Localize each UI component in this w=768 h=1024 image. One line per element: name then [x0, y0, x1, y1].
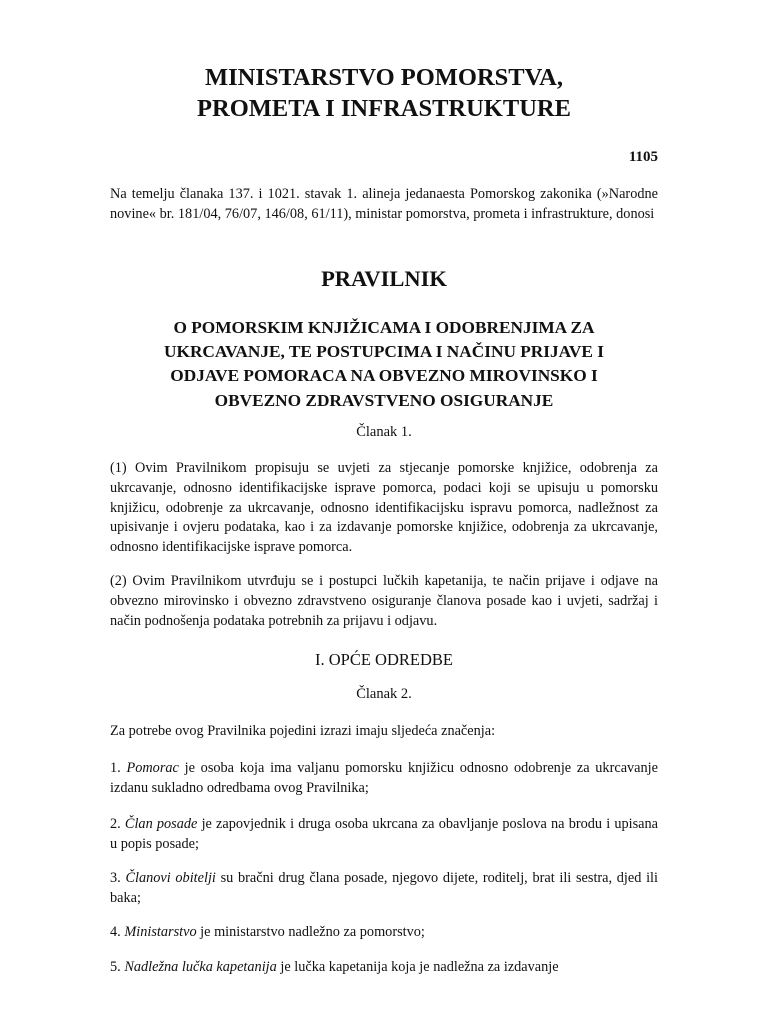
definition-number: 2. — [110, 816, 121, 832]
definition-number: 5. — [110, 959, 121, 975]
pravilnik-title: PRAVILNIK — [321, 266, 447, 291]
definition-term: Pomorac — [126, 760, 179, 776]
definitions-intro: Za potrebe ovog Pravilnika pojedini izrazi imaju sljedeća značenja: — [110, 723, 496, 739]
article-1-paragraph-1: (1) Ovim Pravilnikom propisuju se uvjeti za stjecanje pomorske knjižice, odobrenja za ukrcavanje, odnosno identifikacijske isprave pomorca, podaci koji se upisuju u pomorsku knjižicu, odobrenje za ukrcavanje, odnosno identifikacijsku ispravu pomorca, nadležnost za upisivanje i ovjeru podataka, kao i za izdavanje pomorske knjižice, odobrenja za ukrcavanje, odnosno identifikacijske isprave pomorca. — [110, 460, 658, 556]
definition-text: je zapovjednik i druga osoba ukrcana za obavljanje poslova na brodu i upisana u popis posade; — [110, 816, 659, 852]
subtitle-line-1: O POMORSKIM KNJIŽICAMA I ODOBRENJIMA ZA — [173, 318, 595, 337]
definition-item — [110, 958, 658, 978]
definition-item — [110, 869, 658, 909]
definition-number: 1. — [110, 760, 121, 776]
definition-text: su bračni drug člana posade, njegovo dijete, roditelj, brat ili sestra, djed ili baka; — [110, 870, 659, 906]
definition-text: je lučka kapetanija koja je nadležna za izdavanje — [280, 959, 559, 975]
intro-paragraph: Na temelju članaka 137. i 1021. stavak 1. alineja jedanaesta Pomorskog zakonika (»Narodne novine« br. 181/04, 76/07, 146/08, 61/11), ministar pomorstva, prometa i infrastrukture, donosi — [110, 186, 658, 222]
definition-number: 3. — [110, 870, 121, 886]
definition-item — [110, 759, 658, 799]
definition-text: je ministarstvo nadležno za pomorstvo; — [200, 924, 425, 940]
definition-term: Član posade — [124, 816, 198, 832]
definition-term: Članovi obitelji — [125, 870, 216, 886]
subtitle-line-2: UKRCAVANJE, TE POSTUPCIMA I NAČINU PRIJAVE I — [164, 342, 604, 362]
article-1-heading: Članak 1. — [356, 424, 412, 440]
definition-text: je osoba koja ima valjanu pomorsku knjižicu odnosno odobrenje za ukrcavanje izdanu sukladno odredbama ovog Pravilnika; — [110, 760, 658, 796]
section-heading: I. OPĆE ODREDBE — [315, 650, 453, 669]
pravilnik-subtitle — [110, 316, 658, 413]
subtitle-line-3: ODJAVE POMORACA NA OBVEZNO MIROVINSKO I — [170, 366, 598, 386]
ministry-title-line-1: MINISTARSTVO POMORSTVA, — [205, 64, 563, 91]
ministry-title-line-2: PROMETA I INFRASTRUKTURE — [197, 95, 571, 122]
ministry-title — [110, 62, 658, 124]
subtitle-line-4: OBVEZNO ZDRAVSTVENO OSIGURANJE — [214, 390, 554, 410]
definition-item — [110, 923, 658, 943]
article-1-paragraph-2: (2) Ovim Pravilnikom utvrđuju se i postupci lučkih kapetanija, te način prijave i odjave na obvezno mirovinsko i obvezno zdravstveno osiguranje članova posade kao i uvjeti, sadržaj i način podnošenja podataka potrebnih za prijavu i odjavu. — [110, 573, 658, 629]
definition-term: Nadležna lučka kapetanija — [124, 959, 277, 975]
document-number: 1105 — [628, 149, 658, 165]
definition-number: 4. — [110, 924, 121, 940]
definition-item — [110, 815, 658, 855]
article-2-heading: Članak 2. — [356, 686, 412, 702]
definition-term: Ministarstvo — [124, 924, 197, 940]
document-page — [110, 0, 658, 1024]
